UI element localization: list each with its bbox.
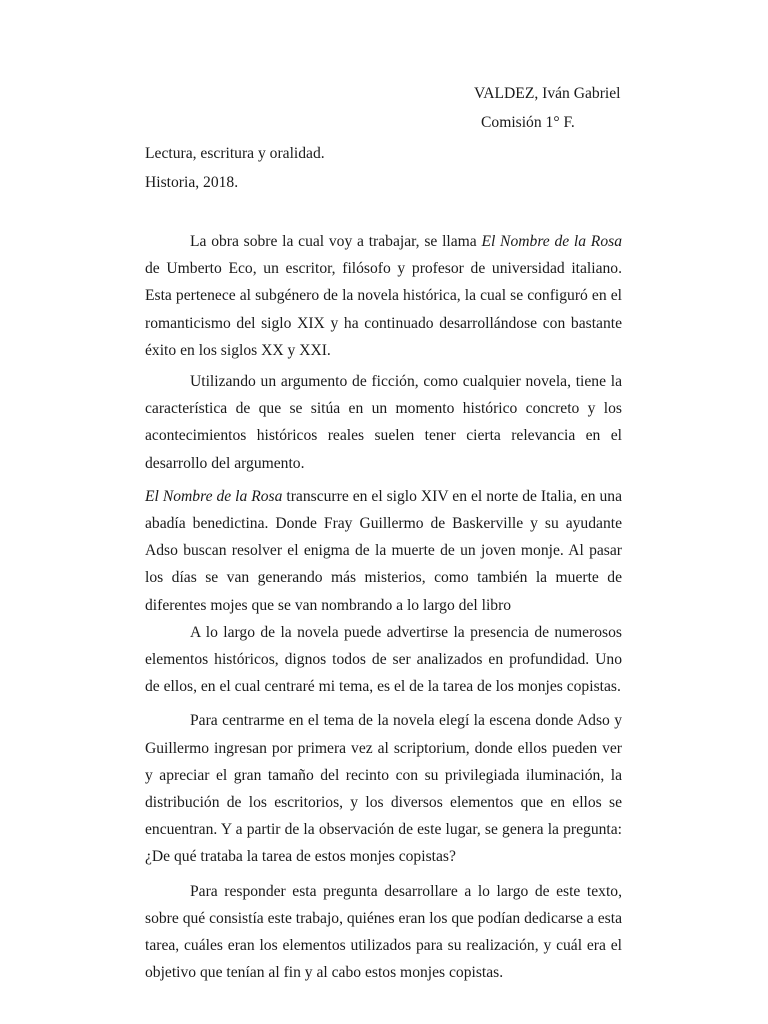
- paragraph-intro-after: de Umberto Eco, un escritor, filósofo y profesor de universidad italiano. Esta pertenece al subgénero de la novela histórica, la cual se configuró en el romanticismo del siglo XIX y ha continuado desarrollándose con bastante éxito en los siglos XX y XXI.: [145, 260, 622, 359]
- essay-body: [145, 228, 622, 986]
- author-name: VALDEZ, Iván Gabriel: [474, 85, 621, 102]
- course-title: Lectura, escritura y oralidad.: [145, 145, 325, 162]
- paragraph-intro-before: La obra sobre la cual voy a trabajar, se llama: [190, 233, 482, 250]
- paragraph-historical-elements: A lo largo de la novela puede advertirse la presencia de numerosos elementos históricos, dignos todos de ser analizados en profundidad. Uno de ellos, en el cual centraré mi tema, es el de la tarea de los monjes copistas.: [145, 623, 622, 696]
- paragraph-plot-text: transcurre en el siglo XIV en el norte de Italia, en una abadía benedictina. Donde Fray Guillermo de Baskerville y su ayudante Adso buscan resolver el enigma de la muerte de un joven monje. Al pasar los días se van generando más misterios, como también la muerte de diferentes mojes que se van nombrando a lo largo del libro: [145, 487, 623, 614]
- subject-year: Historia, 2018.: [145, 174, 239, 191]
- book-title-italic: El Nombre de la Rosa: [481, 233, 622, 250]
- paragraph-objective: Para responder esta pregunta desarrollare a lo largo de este texto, sobre qué consistía este trabajo, quiénes eran los que podían dedicarse a esta tarea, cuáles eran los elementos utilizados para su realización, y cuál era el objetivo que tenían al fin y al cabo estos monjes copistas.: [145, 882, 622, 982]
- paragraph-plot: [145, 483, 622, 619]
- book-title-italic: El Nombre de la Rosa: [145, 487, 283, 505]
- paragraph-fiction: Utilizando un argumento de ficción, como cualquier novela, tiene la característica de que se sitúa en un momento histórico concreto y los acontecimientos históricos reales suelen tener cierta relevancia en el desarrollo del argumento.: [145, 373, 622, 472]
- paragraph-intro: [145, 228, 622, 364]
- paragraph-scriptorium: Para centrarme en el tema de la novela elegí la escena donde Adso y Guillermo ingresan por primera vez al scriptorium, donde ellos pueden ver y apreciar el gran tamaño del recinto con su privilegiada iluminación, la distribución de los escritorios, y los diversos elementos que en ellos se encuentran. Y a partir de la observación de este lugar, se genera la pregunta: ¿De qué trataba la tarea de estos monjes copistas?: [145, 712, 622, 866]
- commission-label: Comisión 1° F.: [481, 114, 575, 131]
